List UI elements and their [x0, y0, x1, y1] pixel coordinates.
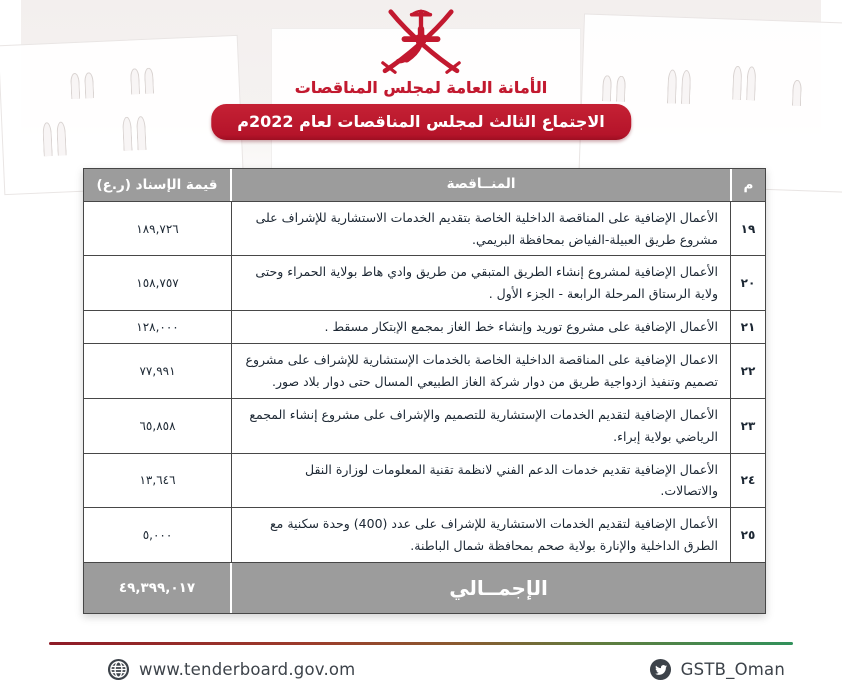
row-number: ٢٥ [730, 508, 765, 562]
table-row [84, 344, 765, 399]
award-value: ١٥٨,٧٥٧ [84, 256, 232, 310]
footer [21, 642, 821, 681]
award-value: ١٨٩,٧٢٦ [84, 202, 232, 256]
website-link[interactable] [107, 658, 355, 681]
twitter-handle[interactable] [649, 658, 785, 681]
tender-description: الاعمال الإضافية على المناقصة الداخلية الخاصة بالخدمات الإستشارية للإشراف على مشروع تصميم وتنفيذ ازدواجية طريق من دوار شركة الغاز الطبيعي المسال حتى دوار بلاد صور. [245, 352, 718, 389]
row-number: ٢٤ [730, 454, 765, 508]
hero-header [21, 0, 821, 168]
tenders-table [83, 168, 766, 614]
tender-description: الأعمال الإضافية لتقديم الخدمات الاستشارية للإشراف على عدد (400) وحدة سكنية مع الطرق الداخلية والإنارة بولاية صحم بمحافظة شمال الباطنة. [270, 516, 718, 554]
table-row [84, 202, 765, 257]
award-value: ٧٧,٩٩١ [84, 344, 232, 398]
page [21, 0, 821, 680]
tender-description: الأعمال الإضافية على المناقصة الداخلية الخاصة بتقديم الخدمات الاستشارية للإشراف على مشروع طريق العبيلة-الفياض بمحافظة البريمي. [255, 209, 718, 247]
table-header-row [84, 169, 765, 202]
oman-national-emblem-icon [346, 6, 496, 78]
col-header-no: م [730, 169, 765, 201]
total-label: الإجمــالي [449, 576, 548, 601]
twitter-name: GSTB_Oman [680, 660, 785, 680]
row-number: ٢٣ [730, 399, 765, 453]
building-right [578, 13, 842, 192]
table-row [84, 454, 765, 509]
tender-description: الأعمال الإضافية على مشروع توريد وإنشاء خط الغاز بمجمع الإبتكار مسقط . [324, 319, 718, 335]
globe-icon [107, 658, 130, 681]
table-section [83, 168, 766, 614]
table-total-row [84, 563, 765, 613]
award-value: ٦٥,٨٥٨ [84, 399, 232, 453]
col-header-tender: المنــاقصة [446, 176, 516, 192]
row-number: ٢٠ [730, 256, 765, 310]
meeting-title-banner: الاجتماع الثالث لمجلس المناقصات لعام 2022م [211, 104, 631, 140]
tender-description: الأعمال الإضافية لتقديم الخدمات الإستشارية للتصميم والإشراف على مشروع إنشاء المجمع الرياضي بولاية إبراء. [249, 406, 718, 444]
award-value: ١٣,٦٤٦ [84, 454, 232, 508]
award-value: ١٢٨,٠٠٠ [84, 311, 232, 343]
tender-description: الأعمال الإضافية لمشروع إنشاء الطريق المتبقي من طريق وادي هاط بولاية الحمراء وحتى ولاية الرستاق المرحلة الرابعة - الجزء الأول . [255, 264, 718, 302]
row-number: ١٩ [730, 202, 765, 256]
table-row [84, 508, 765, 563]
tender-description: الأعمال الإضافية تقديم خدمات الدعم الفني لانظمة تقنية المعلومات لوزارة النقل والاتصالات. [305, 461, 718, 499]
table-row [84, 399, 765, 454]
total-value: ٤٩,٣٩٩,٠١٧ [84, 563, 232, 613]
gradient-divider [49, 642, 793, 645]
twitter-icon [649, 658, 672, 681]
website-url: www.tenderboard.gov.om [139, 660, 356, 680]
col-header-value: قيمة الإسناد (ر.ع) [84, 169, 232, 201]
table-row [84, 311, 765, 344]
table-row [84, 256, 765, 311]
row-number: ٢٢ [730, 344, 765, 398]
award-value: ٥,٠٠٠ [84, 508, 232, 562]
row-number: ٢١ [730, 311, 765, 343]
org-calligraphy-title: الأمانة العامة لمجلس المناقصات [294, 78, 548, 97]
